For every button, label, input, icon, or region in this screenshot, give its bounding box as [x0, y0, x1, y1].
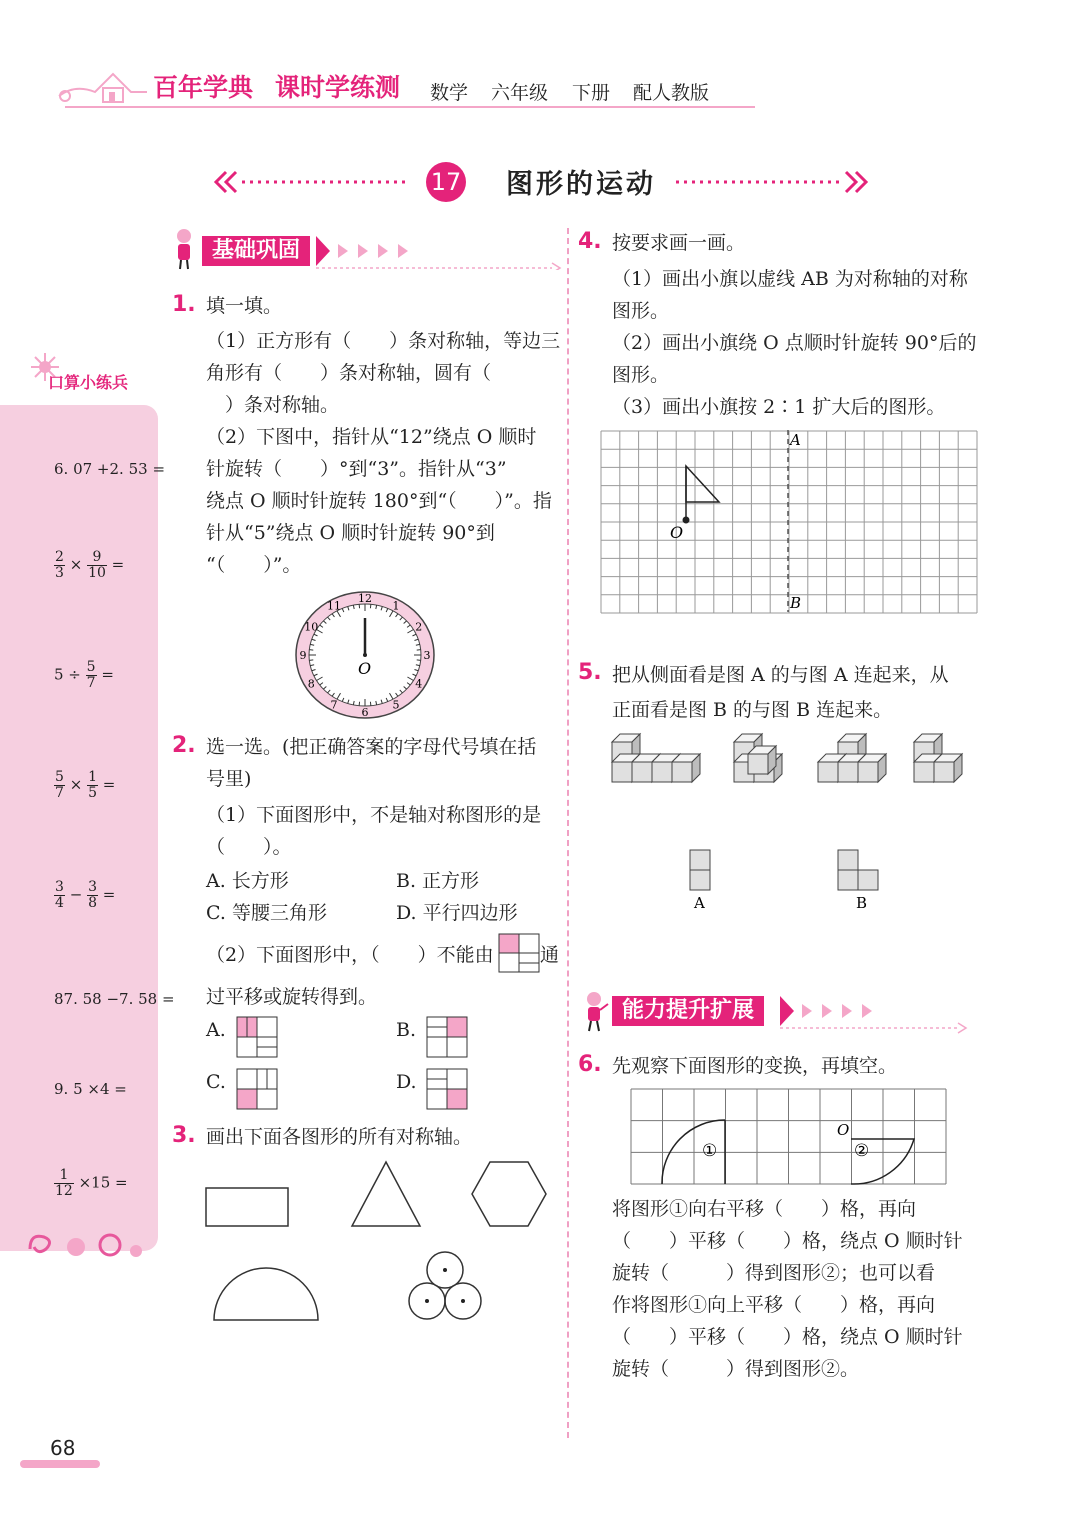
q2-option-b: B. 正方形: [396, 870, 480, 892]
clock-number: 7: [330, 698, 338, 712]
q6-number: 6.: [578, 1052, 602, 1077]
lesson-number: 17: [430, 168, 462, 196]
q6-line: （ ）平移（ ）格，绕点 O 顺时针: [612, 1326, 963, 1348]
q6-line: （ ）平移（ ）格，绕点 O 顺时针: [612, 1230, 963, 1252]
q1-line: “（ ）”。: [206, 554, 302, 576]
calc-item-6: 87. 58 −7. 58 =: [54, 990, 175, 1008]
q1-body: [206, 325, 562, 581]
brand-title: 百年学典: [153, 73, 254, 102]
point-a-label: A: [790, 431, 801, 449]
lesson-number-badge: [426, 162, 466, 202]
q6-line: 将图形①向右平移（ ）格，再向: [612, 1198, 917, 1220]
q2-fig-c-label: C.: [206, 1071, 226, 1093]
clock-number: 9: [299, 649, 307, 662]
q2-option-c: C. 等腰三角形: [206, 902, 327, 924]
q1-line: （2）下图中，指针从“12”绕点 O 顺时: [206, 426, 537, 448]
calc-item-4: $\frac{5}{7}$ × $\frac{1}{5}$ =: [55, 769, 116, 801]
clock-number: 6: [361, 706, 369, 719]
q1-line: （1）正方形有（ ）条对称轴，等边三: [206, 330, 561, 352]
q4-line: （1）画出小旗以虚线 AB 为对称轴的对称: [612, 268, 968, 290]
q4-line: 图形。: [612, 300, 670, 322]
q4-number: 4.: [578, 229, 602, 254]
clock-number: 2: [415, 620, 423, 634]
column-divider: [567, 228, 569, 1438]
q4-line: （3）画出小旗按 2∶1 扩大后的图形。: [612, 396, 946, 418]
clock-number: 5: [392, 698, 400, 712]
page-number-bar: [20, 1460, 100, 1468]
swirl-decoration-icon: [20, 1225, 150, 1265]
q5-body: [612, 658, 972, 728]
calc-item-7: 9. 5 ×4 =: [54, 1080, 127, 1098]
calc-item-1: 6. 07 +2. 53 =: [54, 460, 166, 478]
girl-mascot-icon: [172, 228, 196, 270]
q2-fig-b: [426, 1016, 468, 1058]
clock-number: 12: [358, 592, 372, 605]
girl-mascot-icon: [580, 990, 610, 1032]
triangle-shape: [352, 1162, 420, 1226]
q6-line: 旋转（ ）得到图形②；也可以看: [612, 1262, 936, 1284]
q2-option-a: A. 长方形: [206, 870, 289, 892]
calc-item-3: 5 ÷ $\frac{5}{7}$ =: [54, 659, 114, 691]
hexagon-shape: [472, 1162, 546, 1226]
figure-one-label: ①: [702, 1141, 718, 1161]
q1-number: 1.: [172, 292, 196, 317]
q2-fig-d-label: D.: [396, 1071, 417, 1093]
q6-body: [612, 1193, 972, 1385]
q2-reference-figure: [498, 933, 540, 973]
grade-label: 六年级: [491, 82, 549, 104]
q1-line: 绕点 O 顺时针旋转 180°到“（ ）”。指: [206, 490, 552, 512]
q5-line: 正面看是图 B 的与图 B 连起来。: [612, 699, 893, 721]
q5-view-figures: [680, 848, 900, 914]
section-advanced-banner: [580, 990, 970, 1036]
three-circles-shape: [409, 1252, 481, 1319]
q2-line: 选一选。(把正确答案的字母代号填在括: [206, 736, 537, 758]
clock-center-label: O: [358, 659, 372, 678]
banner-arrow-icon: [316, 236, 562, 270]
cube-figure-4: [914, 734, 962, 782]
q1-title: 填一填。: [206, 295, 283, 317]
q2-line: （1）下面图形中，不是轴对称图形的是: [206, 804, 542, 826]
page-number: 68: [50, 1436, 76, 1460]
q4-body: [612, 263, 977, 423]
semicircle-shape: [214, 1268, 318, 1320]
clock-number: 8: [307, 677, 315, 691]
clock-number: 10: [304, 620, 319, 634]
q5-cube-figures: [610, 728, 970, 784]
q1-line: 角形有（ ）条对称轴，圆有（: [206, 362, 492, 384]
header-underline: [65, 106, 755, 108]
q1-line: ）条对称轴。: [206, 394, 340, 416]
q1-line: 针旋转（ ）°到“3”。指针从“3”: [206, 458, 507, 480]
clock-number: 11: [327, 599, 341, 613]
edition-label: 配人教版: [633, 82, 710, 104]
q2-fig-d: [426, 1068, 468, 1110]
q3-shapes: [200, 1158, 562, 1328]
q2-part2-text-tail: 通: [540, 944, 560, 966]
clock-number: 3: [423, 649, 431, 662]
q4-grid: [600, 430, 978, 614]
calc-item-5: $\frac{3}{4}$ − $\frac{3}{8}$ =: [55, 879, 116, 911]
point-b-label: B: [790, 594, 802, 612]
q4-line: 图形。: [612, 364, 670, 386]
q2-number: 2.: [172, 733, 196, 758]
view-a-label: A: [694, 894, 705, 912]
sidebar-title: [30, 352, 150, 392]
view-b-figure: [838, 850, 878, 890]
q2-fig-a: [236, 1016, 278, 1058]
q4-line: （2）画出小旗绕 O 点顺时针旋转 90°后的: [612, 332, 977, 354]
banner-arrow-icon: [780, 996, 970, 1034]
section-basic-banner: [172, 228, 562, 272]
page-header: [55, 62, 755, 112]
q5-line: 把从侧面看是图 A 的与图 A 连起来，从: [612, 664, 949, 686]
rectangle-shape: [206, 1188, 288, 1226]
subject-label: 数学: [430, 82, 469, 104]
q2-line: （ ）。: [206, 836, 292, 858]
double-chevron-right-icon: [674, 170, 870, 194]
q2-option-d: D. 平行四边形: [396, 902, 518, 924]
q2-line: 号里): [206, 768, 252, 790]
q2-body: [206, 731, 562, 863]
view-b-label: B: [856, 894, 868, 912]
section-basic-title: 基础巩固: [202, 236, 310, 266]
q5-number: 5.: [578, 660, 602, 685]
q2-part2-text: （2）下面图形中，（ ）不能由: [206, 944, 494, 966]
oral-calc-sidebar: [0, 405, 158, 1251]
q1-line: 针从“5”绕点 O 顺时针旋转 90°到: [206, 522, 495, 544]
point-o-label: O: [670, 523, 684, 542]
q4-title: 按要求画一画。: [612, 232, 746, 254]
series-title: 课时学练测: [275, 73, 401, 102]
double-chevron-left-icon: [212, 170, 408, 194]
q3-number: 3.: [172, 1123, 196, 1148]
q6-title: 先观察下面图形的变换，再填空。: [612, 1055, 898, 1077]
sidebar-title-text: 口算小练兵: [48, 373, 129, 392]
calc-item-2: $\frac{2}{3}$ × $\frac{9}{10}$ =: [55, 549, 125, 581]
cube-figure-1: [612, 734, 700, 782]
clock-figure: [294, 590, 436, 720]
q2-fig-c: [236, 1068, 278, 1110]
q6-grid-figure: [630, 1088, 948, 1186]
lesson-title-bar: [212, 160, 872, 206]
figure-two-label: ②: [854, 1141, 870, 1161]
house-logo-icon: [55, 66, 151, 106]
point-o-label: O: [837, 1121, 850, 1139]
q2-part2-text-2: 过平移或旋转得到。: [206, 986, 378, 1008]
term-label: 下册: [572, 82, 611, 104]
lesson-title: 图形的运动: [506, 169, 656, 200]
q2-fig-a-label: A.: [206, 1019, 226, 1041]
cube-figure-3: [818, 734, 886, 782]
q3-title: 画出下面各图形的所有对称轴。: [206, 1126, 473, 1148]
clock-number: 4: [415, 677, 423, 691]
calc-item-8: $\frac{1}{12}$ ×15 =: [55, 1167, 128, 1199]
view-a-figure: [690, 850, 710, 890]
q6-line: 旋转（ ）得到图形②。: [612, 1358, 860, 1380]
clock-number: 1: [392, 599, 400, 613]
section-advanced-title: 能力提升扩展: [612, 996, 764, 1026]
q6-line: 作将图形①向上平移（ ）格，再向: [612, 1294, 936, 1316]
cube-figure-2: [734, 734, 782, 782]
q2-fig-b-label: B.: [396, 1019, 417, 1041]
